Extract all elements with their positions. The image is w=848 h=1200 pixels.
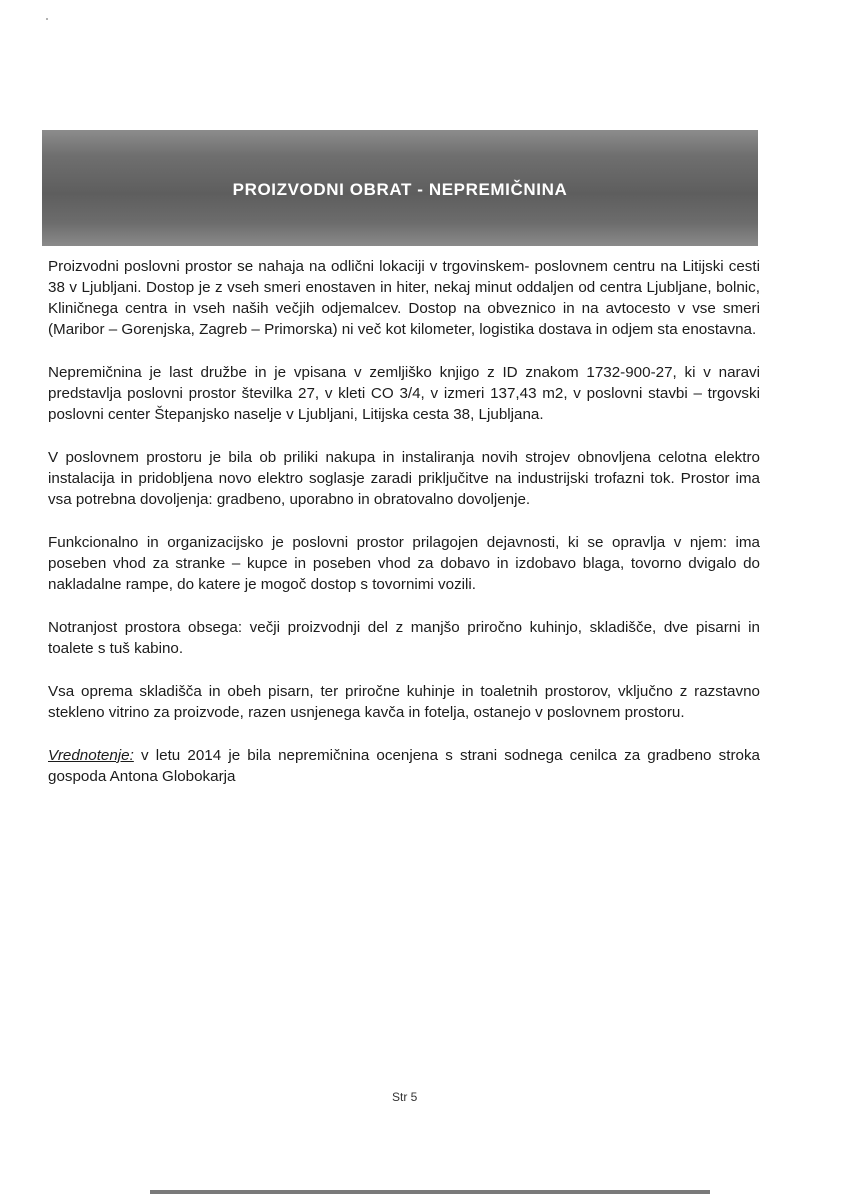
- page-title: PROIZVODNI OBRAT - NEPREMIČNINA: [232, 180, 568, 199]
- electrical-paragraph: V poslovnem prostoru je bila ob priliki nakupa in instaliranja novih strojev obnovljena celotna elektro instalacija in pridobljena novo elektro soglasje zaradi priključitve na industrijski trofazni tok. Prostor ima vsa potrebna dovoljenja: gradbeno, uporabno in obratovalno dovoljenje.: [48, 449, 760, 508]
- valuation-text: v letu 2014 je bila nepremičnina ocenjena s strani sodnega cenilca za gradbeno stroka gospoda Antona Globokarja: [48, 747, 760, 785]
- location-paragraph: Proizvodni poslovni prostor se nahaja na odlični lokaciji v trgovinskem- poslovnem centru na Litijski cesti 38 v Ljubljani. Dostop je z vseh smeri enostaven in hiter, nekaj minut oddaljen od centra Ljubljane, bolnic, Kliničnega centra in vseh naših večjih odjemalcev. Dostop na obveznico in na avtocesto v vse smeri (Maribor – Gorenjska, Zagreb – Primorska) ni več kot kilometer, logistika dostava in odjem sta enostavna.: [48, 258, 760, 338]
- scan-bottom-edge: [150, 1190, 710, 1194]
- functional-paragraph: Funkcionalno in organizacijsko je poslovni prostor prilagojen dejavnosti, ki se opravlja v njem: ima poseben vhod za stranke – kupce in poseben vhod za dobavo in izdobavo blaga, tovorno dvigalo do nakladalne rampe, do katere je mogoč dostop s tovornimi vozili.: [48, 534, 760, 593]
- scan-speck: [46, 18, 48, 20]
- interior-paragraph: Notranjost prostora obsega: večji proizvodnji del z manjšo priročno kuhinjo, skladišče, dve pisarni in toalete s tuš kabino.: [48, 619, 760, 657]
- equipment-paragraph: Vsa oprema skladišča in obeh pisarn, ter priročne kuhinje in toaletnih prostorov, vključno z razstavno stekleno vitrino za proizvode, razen usnjenega kavča in fotelja, ostanejo v poslovnem prostoru.: [48, 683, 760, 721]
- ownership-paragraph: Nepremičnina je last družbe in je vpisana v zemljiško knjigo z ID znakom 1732-900-27, ki v naravi predstavlja poslovni prostor številka 27, v kleti CO 3/4, v izmeri 137,43 m2, v poslovni stavbi – trgovski poslovni center Štepanjsko naselje v Ljubljani, Litijska cesta 38, Ljubljana.: [48, 364, 760, 423]
- valuation-paragraph: [48, 745, 760, 787]
- valuation-label: Vrednotenje:: [48, 747, 134, 764]
- title-banner: [42, 130, 758, 246]
- page-number: Str 5: [392, 1090, 418, 1104]
- document-body: [48, 256, 760, 809]
